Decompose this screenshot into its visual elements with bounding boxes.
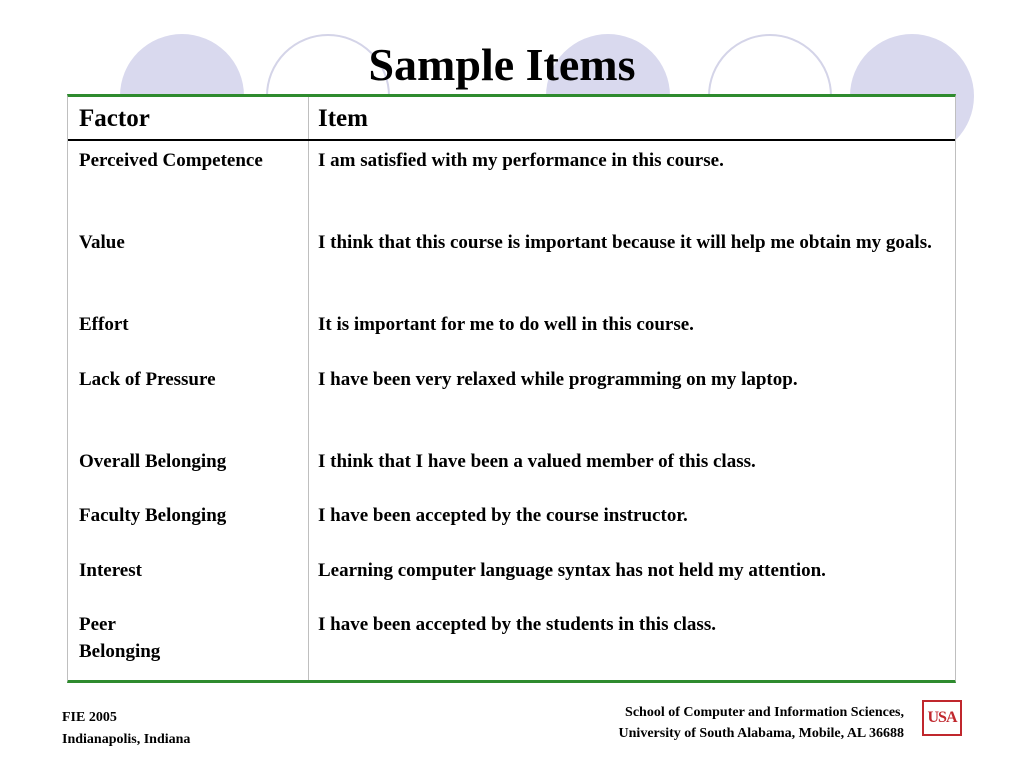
factor-cell: Interest [79, 560, 142, 581]
factor-cell: Effort [79, 314, 129, 335]
item-cell: Learning computer language syntax has not held my attention. [318, 560, 826, 581]
factor-column-header: Factor [79, 105, 150, 132]
column-divider [308, 97, 309, 680]
footer-school: School of Computer and Information Sciences, [625, 705, 904, 720]
factor-cell: Faculty Belonging [79, 505, 227, 526]
footer-conference [62, 707, 190, 751]
item-cell: I think that I have been a valued member of this class. [318, 451, 756, 472]
item-cell: I have been accepted by the students in this class. [318, 614, 716, 635]
factor-cell: Value [79, 232, 125, 253]
usa-logo-text: USA [927, 709, 957, 726]
item-cell: It is important for me to do well in this course. [318, 314, 694, 335]
footer-university: University of South Alabama, Mobile, AL 36688 [618, 726, 904, 741]
item-cell: I think that this course is important because it will help me obtain my goals. [318, 232, 932, 253]
slide-title: Sample Items [368, 39, 636, 90]
usa-logo [922, 700, 962, 736]
factor-cell: Perceived Competence [79, 150, 263, 171]
factor-cell: Peer Belonging [79, 614, 161, 662]
item-cell: I have been very relaxed while programming on my laptop. [318, 369, 798, 390]
item-column-header: Item [318, 105, 368, 132]
factor-cell: Lack of Pressure [79, 369, 216, 390]
factor-cell: Overall Belonging [79, 451, 227, 472]
header-rule [68, 139, 955, 141]
item-cell: I am satisfied with my performance in this course. [318, 150, 724, 171]
footer-conference-location: Indianapolis, Indiana [62, 732, 191, 747]
item-cell: I have been accepted by the course instructor. [318, 505, 688, 526]
footer-conference-name: FIE 2005 [62, 710, 117, 725]
footer-affiliation [619, 702, 904, 744]
sample-items-table [67, 94, 956, 683]
